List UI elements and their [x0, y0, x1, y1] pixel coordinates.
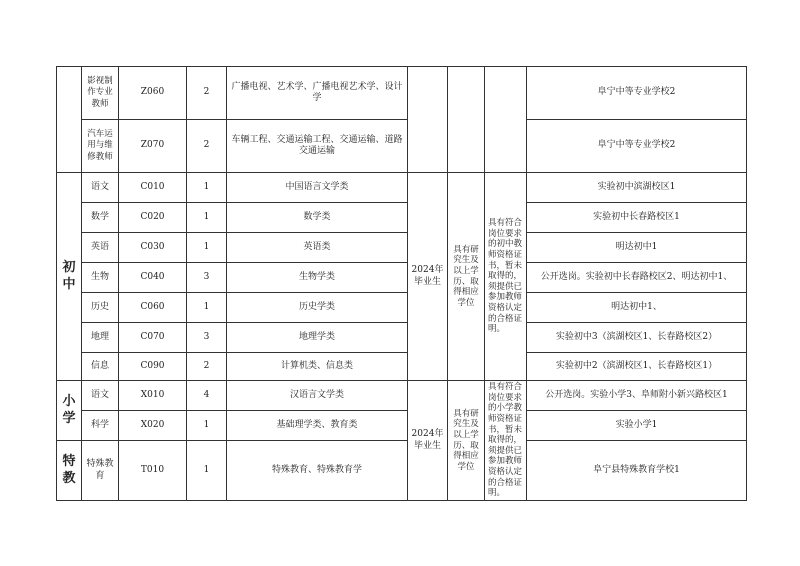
education-cell-junior: 具有研究生及以上学历、取得相应学位 — [448, 173, 485, 381]
major-cell: 地理学类 — [227, 323, 408, 353]
subject-cell: 影视制作专业教师 — [82, 67, 119, 120]
subject-cell: 数学 — [82, 203, 119, 233]
qualification-cell-junior: 具有符合岗位要求的初中教师资格证书，暂未取得的，须提供已参加教师资格认定的合格证明。 — [485, 173, 527, 381]
table-row — [57, 323, 747, 353]
subject-cell: 科学 — [82, 411, 119, 441]
table-row — [57, 203, 747, 233]
count-cell: 1 — [187, 411, 227, 441]
count-cell: 1 — [187, 203, 227, 233]
school-cell: 阜宁中等专业学校2 — [527, 67, 747, 120]
count-cell: 1 — [187, 441, 227, 501]
subject-cell: 特殊教育 — [82, 441, 119, 501]
subject-cell: 生物 — [82, 263, 119, 293]
table-row — [57, 353, 747, 381]
major-cell: 生物学类 — [227, 263, 408, 293]
subject-cell: 语文 — [82, 173, 119, 203]
school-cell: 实验初中长春路校区1 — [527, 203, 747, 233]
table-row — [57, 263, 747, 293]
major-cell: 特殊教育、特殊教育学 — [227, 441, 408, 501]
code-cell: Z070 — [119, 120, 187, 173]
count-cell: 1 — [187, 173, 227, 203]
major-cell: 历史学类 — [227, 293, 408, 323]
table-row — [57, 381, 747, 411]
count-cell: 2 — [187, 67, 227, 120]
qualification-cell-primary: 具有符合岗位要求的小学教师资格证书，暂未取得的，须提供已参加教师资格认定的合格证明。 — [485, 381, 527, 501]
school-cell: 实验初中滨湖校区1 — [527, 173, 747, 203]
count-cell: 1 — [187, 293, 227, 323]
count-cell: 2 — [187, 353, 227, 381]
subject-cell: 信息 — [82, 353, 119, 381]
table-row — [57, 67, 747, 120]
code-cell: C010 — [119, 173, 187, 203]
subject-cell: 地理 — [82, 323, 119, 353]
qualification-cell-top — [485, 67, 527, 173]
subject-cell: 汽车运用与维修教师 — [82, 120, 119, 173]
school-cell: 公开选岗。实验小学3、阜师附小新兴路校区1 — [527, 381, 747, 411]
major-cell: 汉语言文学类 — [227, 381, 408, 411]
school-cell: 阜宁中等专业学校2 — [527, 120, 747, 173]
graduates-cell-junior: 2024年毕业生 — [408, 173, 448, 381]
major-cell: 车辆工程、交通运输工程、交通运输、道路交通运输 — [227, 120, 408, 173]
table-row — [57, 120, 747, 173]
major-cell: 数学类 — [227, 203, 408, 233]
code-cell: T010 — [119, 441, 187, 501]
count-cell: 3 — [187, 263, 227, 293]
school-cell: 公开选岗。实验初中长春路校区2、明达初中1、 — [527, 263, 747, 293]
count-cell: 2 — [187, 120, 227, 173]
count-cell: 1 — [187, 233, 227, 263]
code-cell: C040 — [119, 263, 187, 293]
graduates-cell-top — [408, 67, 448, 173]
category-primary: 小学 — [57, 381, 82, 441]
school-cell: 实验初中3（滨湖校区1、长春路校区2） — [527, 323, 747, 353]
school-cell: 明达初中1、 — [527, 293, 747, 323]
code-cell: X010 — [119, 381, 187, 411]
code-cell: C070 — [119, 323, 187, 353]
category-junior: 初中 — [57, 173, 82, 381]
table-row — [57, 441, 747, 501]
subject-cell: 语文 — [82, 381, 119, 411]
table-row — [57, 173, 747, 203]
table-row — [57, 293, 747, 323]
major-cell: 计算机类、信息类 — [227, 353, 408, 381]
school-cell: 阜宁县特殊教育学校1 — [527, 441, 747, 501]
major-cell: 基础理学类、教育类 — [227, 411, 408, 441]
education-cell-top — [448, 67, 485, 173]
table-row — [57, 233, 747, 263]
major-cell: 广播电视、艺术学、广播电视艺术学、设计学 — [227, 67, 408, 120]
category-special: 特教 — [57, 441, 82, 501]
code-cell: X020 — [119, 411, 187, 441]
table-row — [57, 411, 747, 441]
code-cell: C030 — [119, 233, 187, 263]
subject-cell: 历史 — [82, 293, 119, 323]
code-cell: C020 — [119, 203, 187, 233]
recruitment-table — [56, 66, 747, 501]
count-cell: 3 — [187, 323, 227, 353]
subject-cell: 英语 — [82, 233, 119, 263]
category-cell-top — [57, 67, 82, 173]
school-cell: 实验初中2（滨湖校区1、长春路校区1） — [527, 353, 747, 381]
graduates-cell-primary: 2024年毕业生 — [408, 381, 448, 501]
major-cell: 英语类 — [227, 233, 408, 263]
major-cell: 中国语言文学类 — [227, 173, 408, 203]
education-cell-primary: 具有研究生及以上学历、取得相应学位 — [448, 381, 485, 501]
count-cell: 4 — [187, 381, 227, 411]
code-cell: C090 — [119, 353, 187, 381]
school-cell: 实验小学1 — [527, 411, 747, 441]
code-cell: Z060 — [119, 67, 187, 120]
school-cell: 明达初中1 — [527, 233, 747, 263]
code-cell: C060 — [119, 293, 187, 323]
